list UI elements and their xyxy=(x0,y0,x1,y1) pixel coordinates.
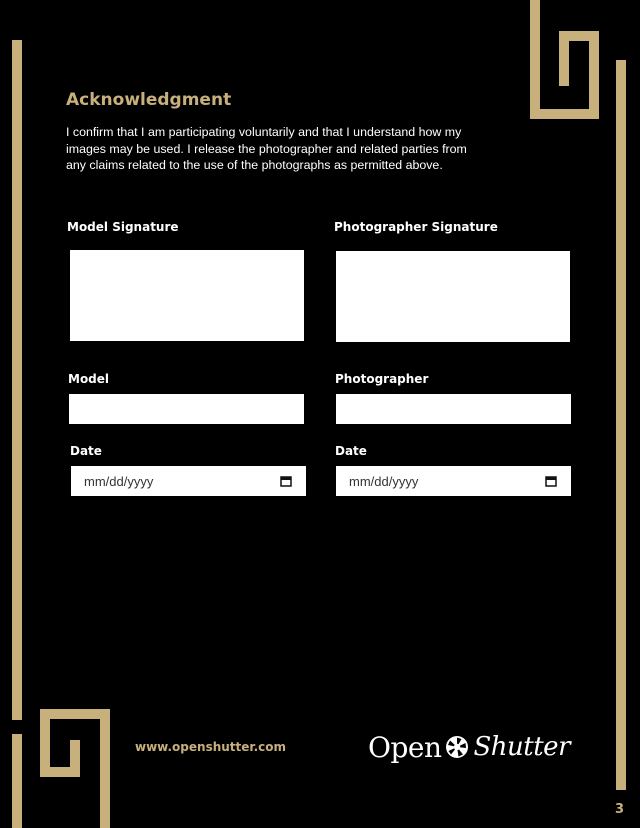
calendar-icon[interactable] xyxy=(545,475,557,487)
photographer-name-input[interactable] xyxy=(336,394,571,424)
photographer-date-input[interactable] xyxy=(336,466,571,496)
website-link[interactable]: www.openshutter.com xyxy=(135,740,287,754)
model-name-input[interactable] xyxy=(69,394,304,424)
camera-shutter-icon xyxy=(445,735,469,759)
calendar-icon[interactable] xyxy=(280,475,292,487)
acknowledgment-heading: Acknowledgment xyxy=(66,90,232,110)
top-right-key xyxy=(535,0,594,114)
logo-text-open: Open xyxy=(368,730,442,764)
model-date-label: Date xyxy=(70,444,102,458)
page-number: 3 xyxy=(615,802,625,817)
photographer-signature-label: Photographer Signature xyxy=(334,220,498,234)
photographer-name-label: Photographer xyxy=(335,372,429,386)
bottom-left-key xyxy=(45,714,105,828)
acknowledgment-text: I confirm that I am participating voluntarily and that I understand how my images may be used. I release the photographer and related parties from any claims related to the use of the photographs as permitted above. xyxy=(66,125,467,172)
photographer-date-label: Date xyxy=(335,444,367,458)
open-shutter-logo xyxy=(368,726,570,768)
model-signature-label: Model Signature xyxy=(67,220,179,234)
logo-text-shutter: Shutter xyxy=(473,732,570,762)
model-name-label: Model xyxy=(68,372,110,386)
photographer-signature-field[interactable] xyxy=(336,251,570,342)
model-date-placeholder: mm/dd/yyyy xyxy=(84,473,154,489)
photographer-date-placeholder: mm/dd/yyyy xyxy=(349,473,419,489)
model-signature-field[interactable] xyxy=(70,250,304,341)
model-date-input[interactable] xyxy=(71,466,306,496)
